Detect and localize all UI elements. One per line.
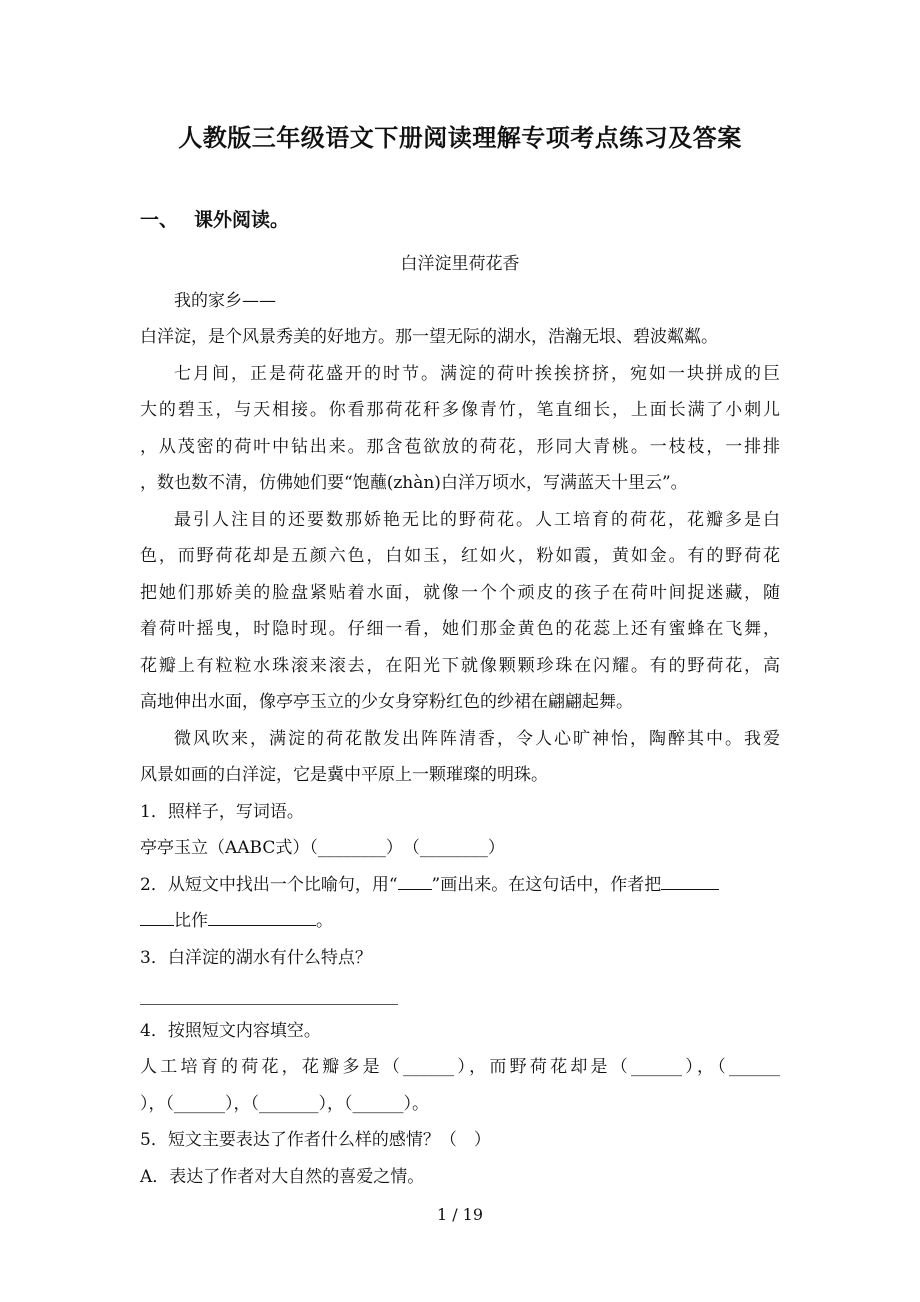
passage-line: 花瓣上有粒粒水珠滚来滚去，在阳光下就像颗颗珍珠在闪耀。有的野荷花，高 xyxy=(140,655,780,676)
question-5: 5．短文主要表达了作者什么样的感情？（ ） xyxy=(140,1130,491,1150)
main-content xyxy=(140,246,780,1195)
passage-line: ，从茂密的荷叶中钻出来。那含苞欲放的荷花，形同大青桃。一枝枝，一排排 xyxy=(140,436,780,457)
question-2 xyxy=(140,867,780,904)
passage-line: 色，而野荷花却是五颜六色，白如玉，红如火，粉如霞，黄如金。有的野荷花 xyxy=(140,546,780,566)
passage-line: 大的碧玉，与天相接。你看那荷花秆多像青竹，笔直细长，上面长满了小刺儿 xyxy=(140,400,780,420)
passage-line: 高地伸出水面，像亭亭玉立的少女身穿粉红色的纱裙在翩翩起舞。 xyxy=(140,692,633,712)
answer-blank[interactable] xyxy=(398,869,432,890)
answer-blank[interactable] xyxy=(140,905,174,926)
answer-blank[interactable] xyxy=(661,869,719,890)
passage-line: 七月间，正是荷花盛开的时节。满淀的荷叶挨挨挤挤，宛如一块拼成的巨 xyxy=(174,363,780,384)
question-1-example[interactable]: 亭亭玉立（AABC式）（________） （________） xyxy=(140,838,505,858)
page-number: 1 / 19 xyxy=(436,1205,484,1224)
question-4-line[interactable]: 人工培育的荷花，花瓣多是（______），而野荷花却是（______），（______ xyxy=(140,1057,780,1077)
passage-line: 白洋淀，是个风景秀美的好地方。那一望无际的湖水，浩瀚无垠、碧波粼粼。 xyxy=(140,327,718,347)
passage-title: 白洋淀里荷花香 xyxy=(400,254,520,274)
question-2-text: ”画出来。在这句话中，作者把 xyxy=(431,874,662,895)
section-label: 课外阅读。 xyxy=(194,209,290,231)
question-1: 1．照样子，写词语。 xyxy=(140,801,304,822)
passage-line: 把她们那娇美的脸盘紧贴着水面，就像一个个顽皮的孩子在荷叶间捉迷藏，随 xyxy=(140,582,780,603)
question-4: 4．按照短文内容填空。 xyxy=(140,1020,321,1041)
question-2-text: 2．从短文中找出一个比喻句，用“ xyxy=(140,874,398,895)
section-heading xyxy=(140,205,289,232)
question-2-continued xyxy=(140,903,780,940)
passage-line: 我的家乡—— xyxy=(174,290,276,311)
passage-line: ，数也数不清，仿佛她们要“饱蘸(zhàn)白洋万顷水，写满蓝天十里云”。 xyxy=(140,473,688,493)
answer-blank[interactable] xyxy=(208,905,316,926)
question-2-text: 。 xyxy=(316,911,333,931)
passage-line: 风景如画的白洋淀，它是冀中平原上一颗璀璨的明珠。 xyxy=(140,765,548,785)
question-3: 3．白洋淀的湖水有什么特点？ xyxy=(140,947,372,968)
question-2-text: 比作 xyxy=(174,911,208,931)
document-title: 人教版三年级语文下册阅读理解专项考点练习及答案 xyxy=(178,123,742,152)
passage-line: 最引人注目的还要数那娇艳无比的野荷花。人工培育的荷花，花瓣多是白 xyxy=(174,509,780,530)
section-number: 一、 xyxy=(140,209,179,231)
passage-line: 着荷叶摇曳，时隐时现。仔细一看，她们那金黄色的花蕊上还有蜜蜂在飞舞， xyxy=(140,619,780,639)
passage-line: 微风吹来，满淀的荷花散发出阵阵清香，令人心旷神怡，陶醉其中。我爱 xyxy=(174,728,780,749)
answer-line[interactable] xyxy=(140,976,780,1013)
question-4-line[interactable]: ），（______），（_______），（______）。 xyxy=(140,1093,429,1114)
question-5-option-a[interactable]: A．表达了作者对大自然的喜爱之情。 xyxy=(140,1166,425,1187)
